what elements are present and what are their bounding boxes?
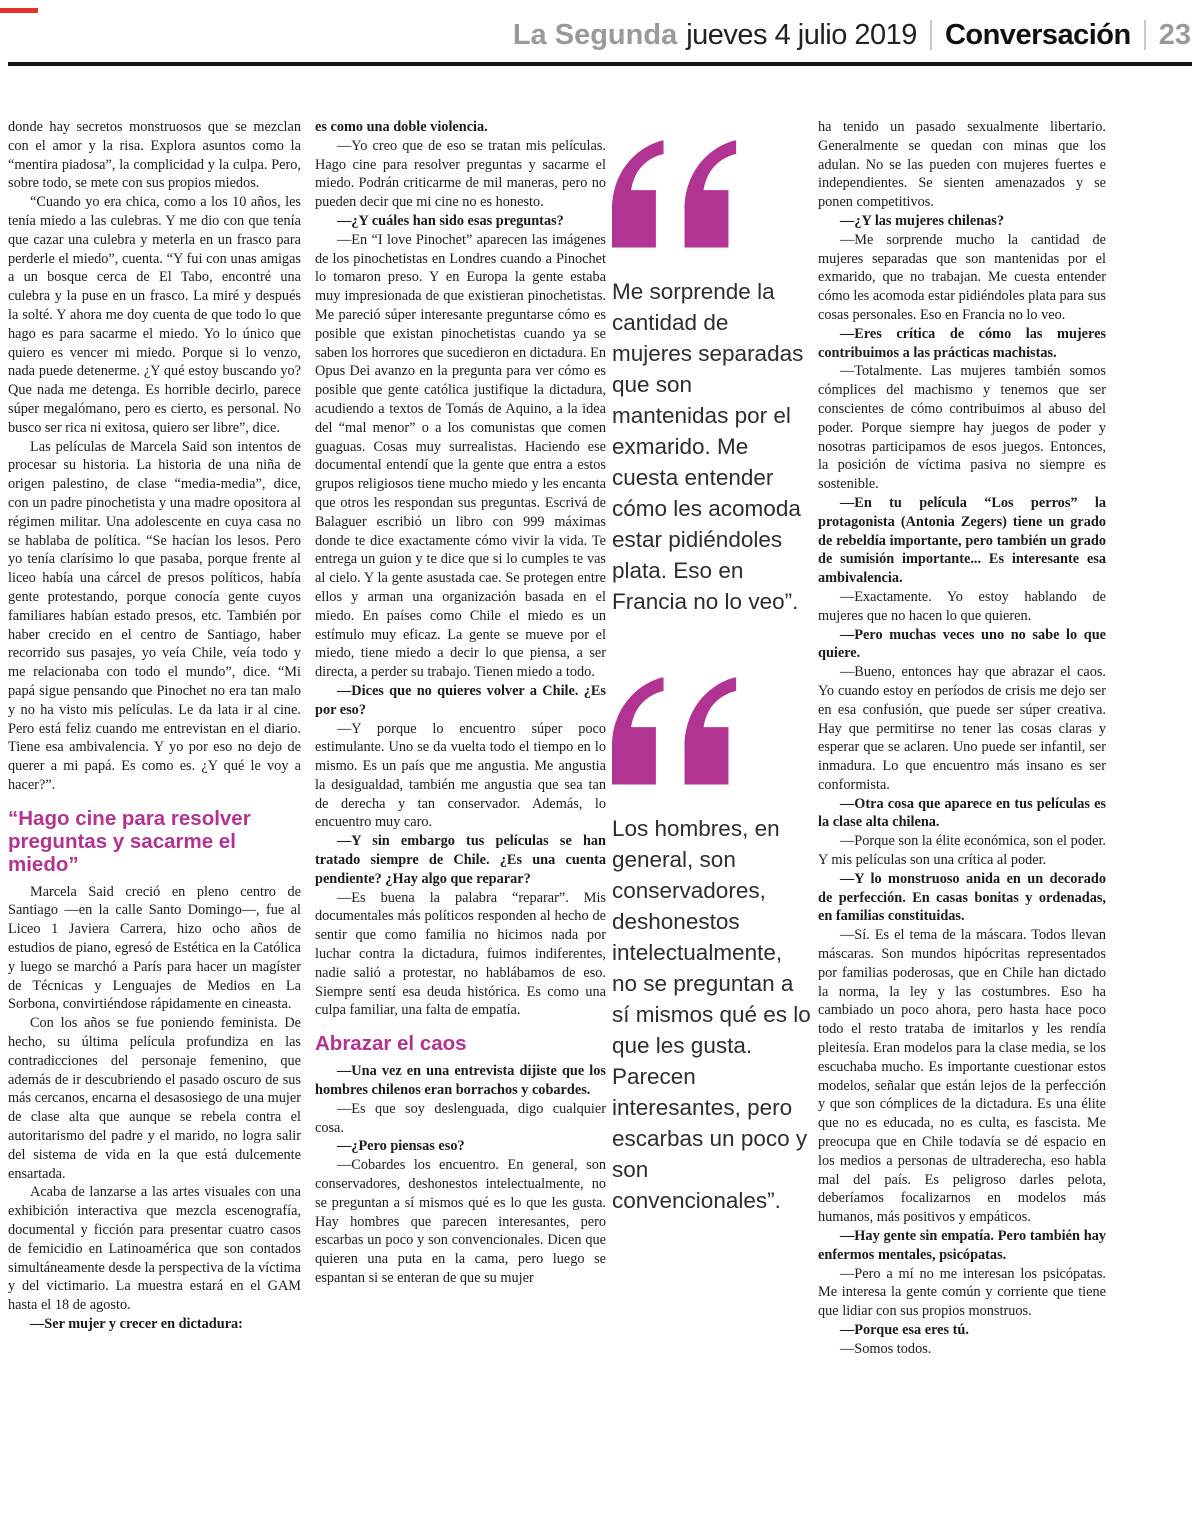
header-divider xyxy=(930,20,932,50)
quote-mark-icon xyxy=(612,138,812,250)
issue-date: jueves 4 julio 2019 xyxy=(686,19,917,51)
interview-answer: —Es que soy deslenguada, digo cualquier cosa. xyxy=(315,1100,606,1136)
interview-question: —Y sin embargo tus películas se han tratado siempre de Chile. ¿Es una cuenta pendiente? ¿Hay algo que reparar? xyxy=(315,833,606,887)
paragraph: Con los años se fue poniendo feminista. De hecho, su última película profundiza en las contradicciones del personaje femenino, que además de ir descubriendo el pasado oscuro de sus más cercanos, encarna el desasosiego de una mujer de clase alta que aunque se rebela contra el autoritarismo del padre y el marido, no logra salir del sistema de vida en la que está dulcemente ensartada. xyxy=(8,1015,301,1182)
pull-quote-text: Me sorprende la cantidad de mujeres separadas que son mantenidas por el exmarido. Me cuesta entender cómo les acomoda estar pidiéndoles plata. Eso en Francia no lo veo”. xyxy=(612,279,804,614)
interview-question: —Eres crítica de cómo las mujeres contribuimos a las prácticas machistas. xyxy=(818,325,1106,361)
quote-mark-icon xyxy=(612,675,812,787)
pull-quote xyxy=(612,138,812,617)
interview-answer: —Me sorprende mucho la cantidad de mujeres separadas que son mantenidas por el exmarido, que no trabajan. Me cuesta entender cómo les acomoda estar pidiéndoles plata para sus cosas personales. Eso en Francia no lo veo. xyxy=(818,231,1106,323)
section-subhead: Abrazar el caos xyxy=(315,1032,467,1056)
paragraph: donde hay secretos monstruosos que se mezclan con el amor y la risa. Explora asuntos como la “mentira piadosa”, la complicidad y la culpa. Pero, sobre todo, se mete con sus propios miedos. xyxy=(8,119,301,192)
interview-question: —Una vez en una entrevista dijiste que los hombres chilenos eran borrachos y cobardes. xyxy=(315,1063,606,1099)
interview-answer: —Bueno, entonces hay que abrazar el caos. Yo cuando estoy en períodos de crisis me dejo ser en esa confusión, que puede ser súper creativa. Hay que permitirse no tener las cosas claras y esperar que se aclaren. Uno puede ser infantil, ser inmadura. Lo que encuentro más insano es ser conformista. xyxy=(818,664,1106,793)
interview-answer: —En “I love Pinochet” aparecen las imágenes de los pinochetistas en Londres cuando a Pinochet lo tomaron preso. Y en Europa la gente estaba muy impresionada de que existieran pinochetistas. Me pareció súper interesante preguntarse cómo es posible que existan pinochetistas cuando ya se saben los horrores que sucedieron en dictadura. En Opus Dei avanzo en la pregunta para ver cómo es posible que gente católica justifique la dictadura, acudiendo a textos de Tomás de Aquino, a la idea del “mal menor” o a los comunistas que comen guaguas. Cosas muy surrealistas. Haciendo ese documental entendí que la gente que entra a estos grupos religiosos tiene mucho miedo y les encanta que otros les respondan sus preguntas. Escrivá de Balaguer escribió un libro con 999 máximas donde te dice exactamente cómo vivir la vida. Te entrega un guion y te dice que si lo cumples te vas al cielo. Y la gente asustada cae. Se protegen entre ellos y arman una organización basada en el miedo. En países como Chile el miedo es un estímulo muy eficaz. La gente se mueve por el miedo, tiene miedo a decir lo que piensa, a ser directa, a perder su trabajo. Tienen miedo a todo. xyxy=(315,231,606,681)
interview-question: es como una doble violencia. xyxy=(315,119,488,135)
interview-question: —Dices que no quieres volver a Chile. ¿Es por eso? xyxy=(315,682,606,718)
interview-question: —Porque esa eres tú. xyxy=(840,1322,969,1338)
paragraph: “Cuando yo era chica, como a los 10 años, les tenía miedo a las culebras. Y me dio con que tenía que cazar una culebra y meterla en un frasco para perderle el miedo”, cuenta. “Y fui con unas amigas a un bosque cerca de El Tabo, encontré una culebra y la puse en un frasco. La miré y después la solté. Y ahora me doy cuenta de que todo lo que hago es para sacarme el miedo. Yo lo único que quiero es vencer mi miedo. Porque si lo venzo, nada puede detenerme. ¿Y qué estoy buscando yo? Que nada me detenga. Es horrible decirlo, parece súper megalómano, pero es cierto, es personal. No busco ser rica ni exitosa, quiero ser libre”, dice. xyxy=(8,194,301,436)
interview-question: —Otra cosa que aparece en tus películas es la clase alta chilena. xyxy=(818,795,1106,831)
interview-question: —Hay gente sin empatía. Pero también hay enfermos mentales, psicópatas. xyxy=(818,1228,1106,1263)
interview-answer: ha tenido un pasado sexualmente libertario. Generalmente se quedan con minas que los adulan. No se las pueden con mujeres fuertes e independientes. Se sienten amenazados y se ponen competitivos. xyxy=(818,119,1106,211)
pull-quote xyxy=(612,675,812,1216)
paragraph: Marcela Said creció en pleno centro de Santiago —en la calle Santo Domingo—, fue al Liceo 1 Javiera Carrera, hizo ocho años de estudios de piano, egresó de Estética en la Católica y luego se marchó a París para hacer un magíster de Técnicas y Lenguajes de Medios en La Sorbona, convirtiéndose rápidamente en cineasta. xyxy=(8,883,301,1013)
interview-answer: —Totalmente. Las mujeres también somos cómplices del machismo y tenemos que ser conscientes de cómo contribuimos al abuso del poder. Porque siempre hay juegos de poder y nosotras participamos de esos juegos. Entonces, la posición de víctima pasiva no siempre es sostenible. xyxy=(818,363,1106,493)
interview-question: —Y lo monstruoso anida en un decorado de perfección. En casas bonitas y ordenadas, en familias constituidas. xyxy=(818,870,1106,925)
article-column-2 xyxy=(315,118,606,1288)
interview-question: —Ser mujer y crecer en dictadura: xyxy=(30,1316,243,1333)
article-column-1 xyxy=(8,118,301,1334)
page-header xyxy=(8,14,1191,56)
section-title: Conversación xyxy=(944,19,1131,51)
interview-answer: —Exactamente. Yo estoy hablando de mujeres que no hacen lo que quieren. xyxy=(818,588,1106,624)
interview-answer: —Es buena la palabra “reparar”. Mis documentales más políticos responden al hecho de sentir que como familia no hicimos nada por luchar contra la dictadura, fuimos indiferentes, nadie salió a protestar, no hablábamos de eso. Siempre sentí esa deuda histórica. Es como una culpa familiar, una falta de empatía. xyxy=(315,889,606,1019)
pull-quote-text: Los hombres, en general, son conservadores, deshonestos intelectualmente, no se preguntan a sí mismos qué es lo que les gusta. Parecen interesantes, pero escarbas un poco y son convencionales”. xyxy=(612,816,811,1213)
interview-answer: —Sí. Es el tema de la máscara. Todos llevan máscaras. Son mundos hipócritas representados por familias poderosas, que en Chile han dictado la norma, la ley y las costumbres. Eso ha cambiado un poco ahora, pero hasta hace poco todo el resto trataba de imitarlos y les rendía pleitesía. Eran modelos para la clase media, se los escuchaba mucho. Es importante cuestionar estos modelos, señalar que están lejos de la perfección y que son cómplices de la dictadura. Es una élite que no es educada, no es culta, es fascista. Me preocupa que en Chile todavía se dé espacio en los medios a personas de ultraderecha, eso habla mal del país. Es peligroso darles pelota, deberíamos focalizarnos en modelos más humanos, más positivos y empáticos. xyxy=(818,927,1106,1226)
article-column-4 xyxy=(818,118,1106,1359)
header-rule xyxy=(8,62,1192,66)
interview-question: —En tu película “Los perros” la protagonista (Antonia Zegers) tiene un grado de rebeldía importante, pero también un grado de sumisión importante... Es interesante esa ambivalencia. xyxy=(818,494,1106,587)
interview-answer: —Cobardes los encuentro. En general, son conservadores, deshonestos intelectualmente, no se preguntan a sí mismos qué es lo que les gusta. Hay hombres que parecen interesantes, pero escarbas un poco y son convencionales. Dicen que quieren una puta en la cama, pero luego se espantan si se enteran de que su mujer xyxy=(315,1157,606,1287)
pull-quote-column xyxy=(612,138,812,1216)
interview-question: —¿Y cuáles han sido esas preguntas? xyxy=(337,212,564,229)
interview-question: —¿Pero piensas eso? xyxy=(337,1138,465,1155)
red-corner-mark xyxy=(0,8,38,13)
interview-answer: —Y porque lo encuentro súper poco estimulante. Uno se da vuelta todo el tiempo en lo mismo. Es un país que me angustia. Me angustia la desigualdad, también me angustia que sea tan de derecha y tan conservador. Además, lo encuentro muy caro. xyxy=(315,720,606,831)
interview-question: —Pero muchas veces uno no sabe lo que quiere. xyxy=(818,626,1106,662)
header-divider xyxy=(1144,20,1146,50)
interview-answer: —Yo creo que de eso se tratan mis películas. Hago cine para resolver preguntas y sacarme el miedo. Podrán criticarme de mil maneras, pero no pueden decir que mi cine no es honesto. xyxy=(315,137,606,211)
interview-answer: —Pero a mí no me interesan los psicópatas. Me interesa la gente común y corriente que tiene que lidiar con sus propios monstruos. xyxy=(818,1265,1106,1320)
page-number: 23 xyxy=(1158,19,1191,51)
section-subhead: “Hago cine para resolver preguntas y sacarme el miedo” xyxy=(8,806,251,876)
interview-answer: —Porque son la élite económica, son el poder. Y mis películas son una crítica al poder. xyxy=(818,833,1106,869)
masthead: La Segunda xyxy=(512,19,678,51)
interview-question: —¿Y las mujeres chilenas? xyxy=(840,212,1005,229)
interview-answer: —Somos todos. xyxy=(840,1340,932,1357)
paragraph: Acaba de lanzarse a las artes visuales con una exhibición interactiva que mezcla escenografía, documental y ficción para presentar cuatro casos de femicidio en Latinoamérica que son contados simultáneamente desde la perspectiva de la víctima y del victimario. La muestra estará en el GAM hasta el 18 de agosto. xyxy=(8,1184,301,1314)
paragraph: Las películas de Marcela Said son intentos de procesar su historia. La historia de una niña de origen palestino, de clase “media-media”, dice, con un padre pinochetista y una madre opositora al régimen militar. Una adolescente en cuya casa no se hablaba de política. “Se hacían los lesos. Pero yo tenía clarísimo lo que pasaba, porque frente al liceo había una cárcel de presos políticos, había gente protestando, porque conocía gente cuyos familiares habían estado presos, etc. También por haber crecido en el centro de Santiago, haber recorrido sus pasajes, yo veía Chile, veía todo y me relacionaba con todo el mundo”, dice. “Mi papá sigue pensando que Pinochet no era tan malo y no ha visto mis películas. Le da lata ir al cine. Pero está feliz cuando me entrevistan en el diario. Tiene esa ambivalencia. Y yo por eso no dejo de querer a mi papá. Es como es. ¿Y qué le voy a hacer?”. xyxy=(8,438,301,793)
